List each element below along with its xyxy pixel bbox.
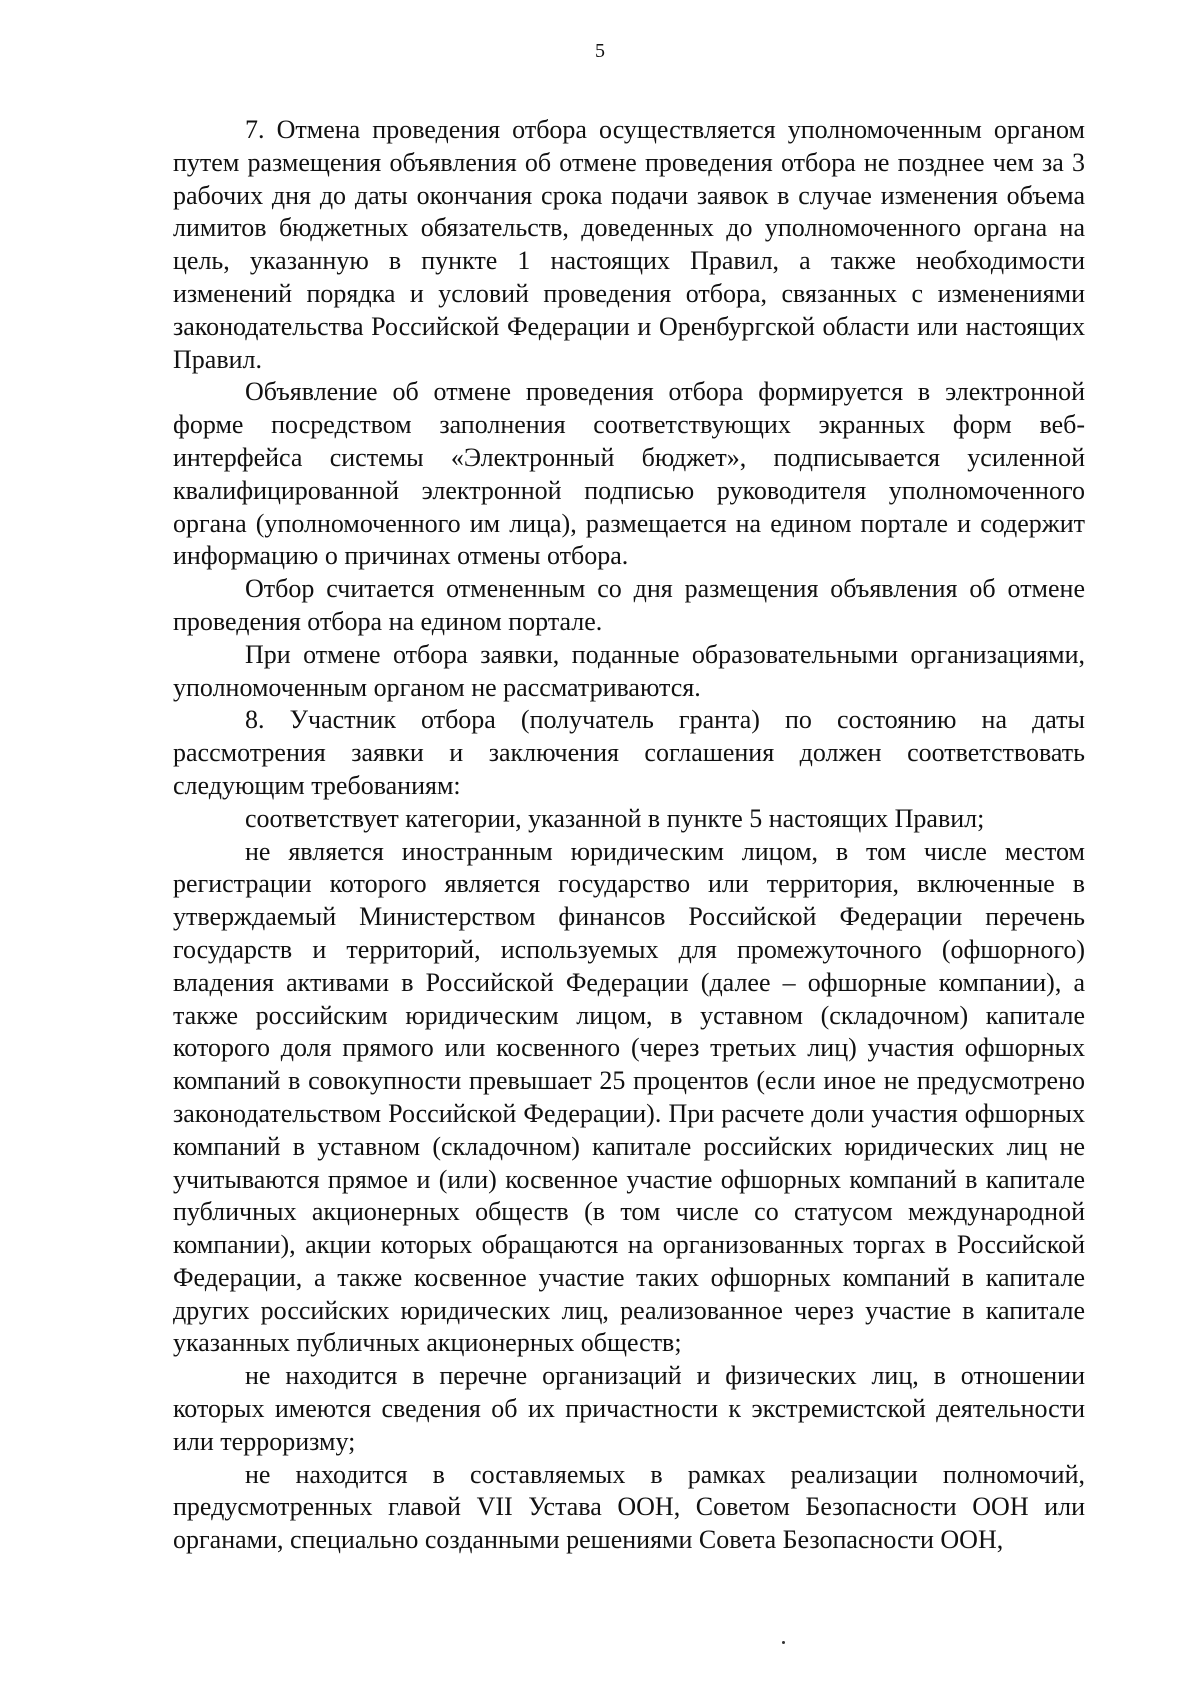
paragraph-applications-not-reviewed: При отмене отбора заявки, поданные образовательными организациями, уполномоченным органом не рассматриваются. [173,639,1085,702]
requirement-not-extremist-list: не находится в перечне организаций и физических лиц, в отношении которых имеются сведения об их причастности к экстремистской деятельности или терроризму; [173,1361,1085,1456]
document-body [173,114,1085,1557]
requirement-not-foreign-entity: не является иностранным юридическим лицом, в том числе местом регистрации которого является государство или территория, включенные в утверждаемый Министерством финансов Российской Федерации перечень государств и территорий, используемых для промежуточного (офшорного) владения активами в Российской Федерации (далее – офшорные компании), а также российским юридическим лицом, в уставном (складочном) капитале которого доля прямого или косвенного (через третьих лиц) участия офшорных компаний в совокупности превышает 25 процентов (если иное не предусмотрено законодательством Российской Федерации). При расчете доли участия офшорных компаний в уставном (складочном) капитале российских юридических лиц не учитываются прямое и (или) косвенное участие офшорных компаний в капитале публичных акционерных обществ (в том числе со статусом международной компании), акции которых обращаются на организованных торгах в Российской Федерации, а также косвенное участие таких офшорных компаний в капитале других российских юридических лиц, реализованное через участие в капитале указанных публичных акционерных обществ; [173,836,1085,1358]
paragraph-cancellation-announcement: Объявление об отмене проведения отбора формируется в электронной форме посредством заполнения соответствующих экранных форм веб-интерфейса системы «Электронный бюджет», подписывается усиленной квалифицированной электронной подписью руководителя уполномоченного органа (уполномоченного им лица), размещается на едином портале и содержит информацию о причинах отмены отбора. [173,377,1085,571]
page-number: 5 [595,40,605,62]
scan-speck [782,1641,785,1644]
requirement-category: соответствует категории, указанной в пункте 5 настоящих Правил; [245,803,985,833]
paragraph-8-requirements: 8. Участник отбора (получатель гранта) по состоянию на даты рассмотрения заявки и заключения соглашения должен соответствовать следующим требованиям: [173,705,1085,800]
requirement-not-un-sanctions-list: не находится в составляемых в рамках реализации полномочий, предусмотренных главой VII Устава ООН, Советом Безопасности ООН или органами, специально созданными решениями Совета Безопасности ООН, [173,1459,1085,1555]
paragraph-7-cancellation: 7. Отмена проведения отбора осуществляется уполномоченным органом путем размещения объявления об отмене проведения отбора не позднее чем за 3 рабочих дня до даты окончания срока подачи заявок в случае изменения объема лимитов бюджетных обязательств, доведенных до уполномоченного органа на цель, указанную в пункте 1 настоящих Правил, а также необходимости изменений порядка и условий проведения отбора, связанных с изменениями законодательства Российской Федерации и Оренбургской области или настоящих Правил. [173,115,1085,374]
paragraph-cancellation-effective: Отбор считается отмененным со дня размещения объявления об отмене проведения отбора на едином портале. [173,574,1085,636]
